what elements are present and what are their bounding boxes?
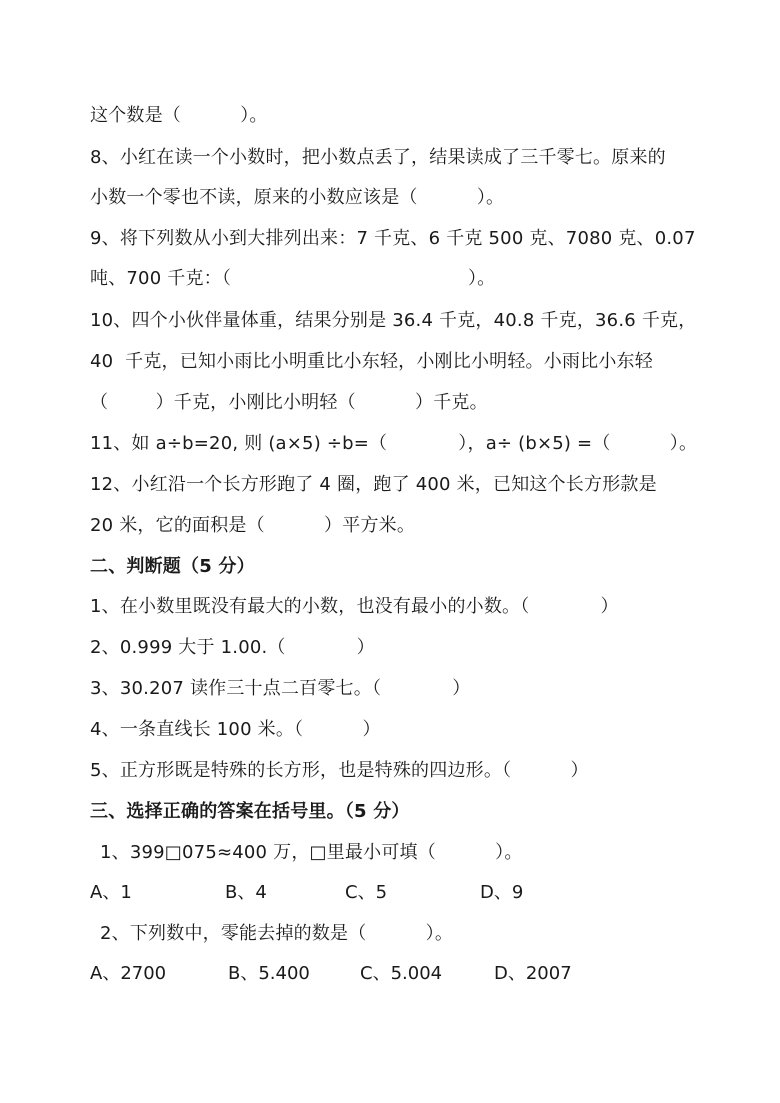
- question-8-line-1: 8、小红在读一个小数时，把小数点丢了，结果读成了三千零七。原来的: [90, 147, 666, 168]
- choice-2-option-b: B、5.400: [228, 963, 310, 984]
- question-9-line-1: 9、将下列数从小到大排列出来：7 千克、6 千克 500 克、7080 克、0.07: [90, 228, 696, 249]
- question-7-continuation: 这个数是（ ）。: [90, 105, 268, 126]
- question-10-line-3: （ ）千克，小刚比小明轻（ ）千克。: [90, 392, 488, 413]
- judge-item-2: 2、0.999 大于 1.00.（ ）: [90, 637, 375, 658]
- choice-1-option-a: A、1: [90, 882, 132, 903]
- choice-2-option-d: D、2007: [494, 963, 572, 984]
- question-10-line-2: 40 千克，已知小雨比小明重比小东轻，小刚比小明轻。小雨比小东轻: [90, 351, 653, 372]
- choice-question-1: 1、399□075≈400 万，□里最小可填（ ）。: [100, 842, 523, 863]
- question-9-line-2: 吨、700 千克：（ ）。: [90, 268, 496, 289]
- judge-item-3: 3、30.207 读作三十点二百零七。（ ）: [90, 678, 471, 699]
- question-11: 11、如 a÷b=20, 则 (a×5) ÷b=（ ），a÷ (b×5) =（ ）。: [90, 433, 698, 454]
- choice-1-option-b: B、4: [225, 882, 267, 903]
- question-10-line-1: 10、四个小伙伴量体重，结果分别是 36.4 千克，40.8 千克，36.6 千克，: [90, 310, 697, 331]
- judge-item-4: 4、一条直线长 100 米。（ ）: [90, 719, 381, 740]
- question-12-line-2: 20 米，它的面积是（ ）平方米。: [90, 515, 416, 536]
- choice-1-option-c: C、5: [345, 882, 388, 903]
- choice-question-2: 2、下列数中，零能去掉的数是（ ）。: [100, 923, 454, 944]
- section-3-heading: 三、选择正确的答案在括号里。（5 分）: [90, 801, 410, 822]
- section-2-heading: 二、判断题（5 分）: [90, 556, 255, 577]
- question-12-line-1: 12、小红沿一个长方形跑了 4 圈，跑了 400 米，已知这个长方形款是: [90, 474, 657, 495]
- choice-2-option-a: A、2700: [90, 963, 167, 984]
- choice-2-option-c: C、5.004: [360, 963, 443, 984]
- judge-item-1: 1、在小数里既没有最大的小数，也没有最小的小数。（ ）: [90, 596, 619, 617]
- judge-item-5: 5、正方形既是特殊的长方形，也是特殊的四边形。（ ）: [90, 760, 589, 781]
- question-8-line-2: 小数一个零也不读，原来的小数应该是（ ）。: [90, 187, 505, 208]
- choice-1-option-d: D、9: [480, 882, 524, 903]
